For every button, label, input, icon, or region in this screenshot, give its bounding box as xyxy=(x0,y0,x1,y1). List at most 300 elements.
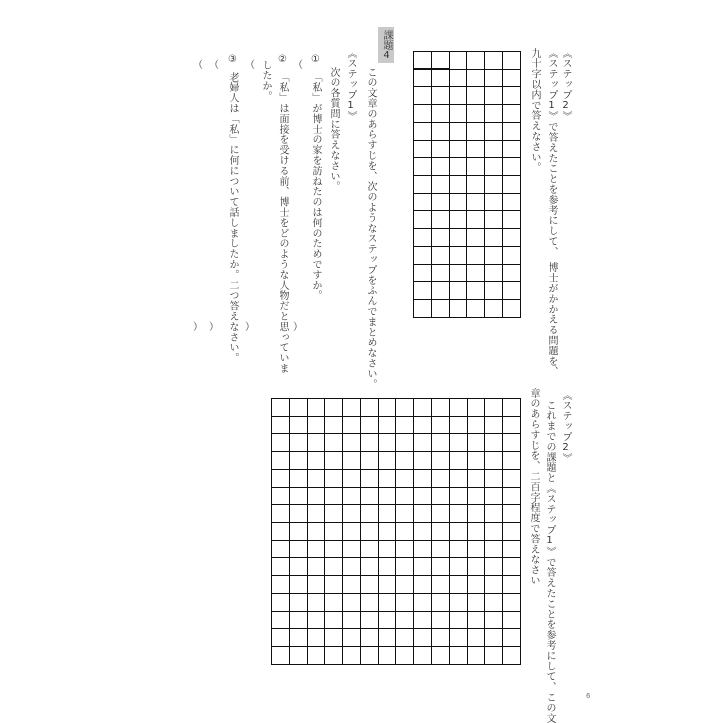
grid-cell[interactable] xyxy=(272,399,290,417)
grid-cell[interactable] xyxy=(414,593,432,611)
grid-cell[interactable] xyxy=(325,523,343,541)
grid-cell[interactable] xyxy=(431,87,449,105)
grid-cell[interactable] xyxy=(503,69,521,87)
grid-cell[interactable] xyxy=(432,469,450,487)
grid-cell[interactable] xyxy=(431,282,449,300)
grid-cell[interactable] xyxy=(396,558,414,576)
grid-cell[interactable] xyxy=(343,399,361,417)
grid-cell[interactable] xyxy=(396,452,414,470)
grid-cell[interactable] xyxy=(289,505,307,523)
grid-cell[interactable] xyxy=(431,229,449,247)
grid-cell[interactable] xyxy=(503,282,521,300)
grid-cell[interactable] xyxy=(449,505,467,523)
grid-cell[interactable] xyxy=(449,87,467,105)
grid-cell[interactable] xyxy=(378,629,396,647)
grid-cell[interactable] xyxy=(272,469,290,487)
grid-cell[interactable] xyxy=(325,576,343,594)
grid-cell[interactable] xyxy=(396,505,414,523)
grid-cell[interactable] xyxy=(449,611,467,629)
grid-cell[interactable] xyxy=(503,87,521,105)
grid-cell[interactable] xyxy=(503,523,521,541)
grid-cell[interactable] xyxy=(503,52,521,70)
question-1-answer-open[interactable]: （ xyxy=(293,60,303,71)
grid-cell[interactable] xyxy=(449,52,467,70)
grid-cell[interactable] xyxy=(414,282,432,300)
grid-cell[interactable] xyxy=(325,647,343,665)
grid-cell[interactable] xyxy=(272,505,290,523)
grid-cell[interactable] xyxy=(503,105,521,123)
grid-cell[interactable] xyxy=(414,211,432,229)
grid-cell[interactable] xyxy=(431,52,449,70)
grid-cell[interactable] xyxy=(360,469,378,487)
question-3-answer2-close[interactable]: ） xyxy=(193,322,203,333)
grid-cell[interactable] xyxy=(485,558,503,576)
grid-cell[interactable] xyxy=(485,487,503,505)
grid-cell[interactable] xyxy=(503,593,521,611)
grid-cell[interactable] xyxy=(485,647,503,665)
grid-cell[interactable] xyxy=(360,540,378,558)
question-3-answer1-open[interactable]: （ xyxy=(209,60,219,71)
grid-cell[interactable] xyxy=(485,87,503,105)
grid-cell[interactable] xyxy=(503,452,521,470)
grid-cell[interactable] xyxy=(289,558,307,576)
grid-cell[interactable] xyxy=(414,300,432,318)
grid-cell[interactable] xyxy=(467,540,485,558)
grid-cell[interactable] xyxy=(396,540,414,558)
grid-cell[interactable] xyxy=(307,505,325,523)
question-1-answer-close[interactable]: ） xyxy=(293,322,303,333)
grid-cell[interactable] xyxy=(289,576,307,594)
grid-cell[interactable] xyxy=(414,105,432,123)
grid-cell[interactable] xyxy=(449,629,467,647)
grid-cell[interactable] xyxy=(325,469,343,487)
grid-cell[interactable] xyxy=(485,246,503,264)
grid-cell[interactable] xyxy=(414,52,432,70)
grid-cell[interactable] xyxy=(325,540,343,558)
grid-cell[interactable] xyxy=(485,576,503,594)
grid-cell[interactable] xyxy=(378,540,396,558)
grid-cell[interactable] xyxy=(432,452,450,470)
grid-cell[interactable] xyxy=(414,576,432,594)
grid-cell[interactable] xyxy=(307,611,325,629)
grid-cell[interactable] xyxy=(343,523,361,541)
grid-cell[interactable] xyxy=(360,487,378,505)
grid-cell[interactable] xyxy=(307,469,325,487)
grid-cell[interactable] xyxy=(467,229,485,247)
grid-cell[interactable] xyxy=(272,452,290,470)
grid-cell[interactable] xyxy=(432,434,450,452)
grid-cell[interactable] xyxy=(432,558,450,576)
grid-cell[interactable] xyxy=(378,593,396,611)
grid-cell[interactable] xyxy=(485,158,503,176)
grid-cell[interactable] xyxy=(431,264,449,282)
grid-cell[interactable] xyxy=(325,593,343,611)
grid-cell[interactable] xyxy=(431,246,449,264)
grid-cell[interactable] xyxy=(503,122,521,140)
grid-cell[interactable] xyxy=(467,416,485,434)
grid-cell[interactable] xyxy=(289,416,307,434)
grid-cell[interactable] xyxy=(343,611,361,629)
grid-cell[interactable] xyxy=(449,193,467,211)
grid-cell[interactable] xyxy=(396,647,414,665)
grid-cell[interactable] xyxy=(272,523,290,541)
grid-cell[interactable] xyxy=(449,399,467,417)
grid-cell[interactable] xyxy=(503,176,521,194)
grid-cell[interactable] xyxy=(449,523,467,541)
lower-answer-grid[interactable] xyxy=(271,398,521,665)
grid-cell[interactable] xyxy=(485,52,503,70)
grid-cell[interactable] xyxy=(378,416,396,434)
grid-cell[interactable] xyxy=(378,647,396,665)
grid-cell[interactable] xyxy=(467,469,485,487)
grid-cell[interactable] xyxy=(449,211,467,229)
grid-cell[interactable] xyxy=(503,229,521,247)
grid-cell[interactable] xyxy=(503,505,521,523)
grid-cell[interactable] xyxy=(325,611,343,629)
grid-cell[interactable] xyxy=(396,523,414,541)
grid-cell[interactable] xyxy=(467,193,485,211)
grid-cell[interactable] xyxy=(360,629,378,647)
grid-cell[interactable] xyxy=(307,434,325,452)
grid-cell[interactable] xyxy=(485,505,503,523)
grid-cell[interactable] xyxy=(272,629,290,647)
grid-cell[interactable] xyxy=(343,416,361,434)
grid-cell[interactable] xyxy=(396,611,414,629)
grid-cell[interactable] xyxy=(378,434,396,452)
grid-cell[interactable] xyxy=(449,140,467,158)
grid-cell[interactable] xyxy=(485,434,503,452)
grid-cell[interactable] xyxy=(449,416,467,434)
grid-cell[interactable] xyxy=(414,193,432,211)
grid-cell[interactable] xyxy=(503,487,521,505)
grid-cell[interactable] xyxy=(467,105,485,123)
grid-cell[interactable] xyxy=(307,540,325,558)
grid-cell[interactable] xyxy=(414,399,432,417)
grid-cell[interactable] xyxy=(449,264,467,282)
grid-cell[interactable] xyxy=(467,593,485,611)
grid-cell[interactable] xyxy=(485,611,503,629)
grid-cell[interactable] xyxy=(431,105,449,123)
grid-cell[interactable] xyxy=(432,629,450,647)
grid-cell[interactable] xyxy=(467,122,485,140)
grid-cell[interactable] xyxy=(449,176,467,194)
grid-cell[interactable] xyxy=(414,122,432,140)
grid-cell[interactable] xyxy=(272,647,290,665)
grid-cell[interactable] xyxy=(467,452,485,470)
grid-cell[interactable] xyxy=(432,416,450,434)
grid-cell[interactable] xyxy=(503,246,521,264)
grid-cell[interactable] xyxy=(414,140,432,158)
grid-cell[interactable] xyxy=(467,246,485,264)
grid-cell[interactable] xyxy=(449,469,467,487)
grid-cell[interactable] xyxy=(414,264,432,282)
grid-cell[interactable] xyxy=(467,523,485,541)
grid-cell[interactable] xyxy=(432,523,450,541)
grid-cell[interactable] xyxy=(467,576,485,594)
grid-cell[interactable] xyxy=(503,416,521,434)
grid-cell[interactable] xyxy=(414,176,432,194)
upper-answer-grid[interactable] xyxy=(413,51,521,318)
grid-cell[interactable] xyxy=(485,69,503,87)
grid-cell[interactable] xyxy=(503,611,521,629)
grid-cell[interactable] xyxy=(485,540,503,558)
grid-cell[interactable] xyxy=(485,140,503,158)
grid-cell[interactable] xyxy=(485,122,503,140)
grid-cell[interactable] xyxy=(360,434,378,452)
grid-cell[interactable] xyxy=(467,158,485,176)
grid-cell[interactable] xyxy=(289,540,307,558)
grid-cell[interactable] xyxy=(378,469,396,487)
grid-cell[interactable] xyxy=(449,69,467,87)
grid-cell[interactable] xyxy=(289,593,307,611)
grid-cell[interactable] xyxy=(449,647,467,665)
grid-cell[interactable] xyxy=(378,558,396,576)
grid-cell[interactable] xyxy=(396,593,414,611)
grid-cell[interactable] xyxy=(467,647,485,665)
grid-cell[interactable] xyxy=(432,647,450,665)
grid-cell[interactable] xyxy=(414,487,432,505)
grid-cell[interactable] xyxy=(325,399,343,417)
grid-cell[interactable] xyxy=(503,469,521,487)
grid-cell[interactable] xyxy=(467,87,485,105)
grid-cell[interactable] xyxy=(343,452,361,470)
grid-cell[interactable] xyxy=(414,505,432,523)
grid-cell[interactable] xyxy=(396,434,414,452)
grid-cell[interactable] xyxy=(485,176,503,194)
grid-cell[interactable] xyxy=(343,629,361,647)
grid-cell[interactable] xyxy=(378,487,396,505)
grid-cell[interactable] xyxy=(431,193,449,211)
grid-cell[interactable] xyxy=(432,593,450,611)
grid-cell[interactable] xyxy=(414,416,432,434)
grid-cell[interactable] xyxy=(432,540,450,558)
grid-cell[interactable] xyxy=(485,416,503,434)
grid-cell[interactable] xyxy=(432,611,450,629)
grid-cell[interactable] xyxy=(503,647,521,665)
grid-cell[interactable] xyxy=(378,452,396,470)
grid-cell[interactable] xyxy=(307,416,325,434)
grid-cell[interactable] xyxy=(378,576,396,594)
grid-cell[interactable] xyxy=(414,229,432,247)
grid-cell[interactable] xyxy=(360,611,378,629)
question-2-answer-close[interactable]: ） xyxy=(245,322,255,333)
grid-cell[interactable] xyxy=(485,105,503,123)
grid-cell[interactable] xyxy=(360,647,378,665)
grid-cell[interactable] xyxy=(467,487,485,505)
grid-cell[interactable] xyxy=(414,523,432,541)
grid-cell[interactable] xyxy=(432,487,450,505)
grid-cell[interactable] xyxy=(467,300,485,318)
grid-cell[interactable] xyxy=(414,452,432,470)
grid-cell[interactable] xyxy=(432,505,450,523)
grid-cell[interactable] xyxy=(414,647,432,665)
grid-cell[interactable] xyxy=(503,558,521,576)
grid-cell[interactable] xyxy=(449,593,467,611)
grid-cell[interactable] xyxy=(307,523,325,541)
grid-cell[interactable] xyxy=(503,629,521,647)
grid-cell[interactable] xyxy=(414,540,432,558)
grid-cell[interactable] xyxy=(485,229,503,247)
grid-cell[interactable] xyxy=(467,558,485,576)
grid-cell[interactable] xyxy=(414,87,432,105)
grid-cell[interactable] xyxy=(325,416,343,434)
grid-cell[interactable] xyxy=(449,229,467,247)
grid-cell[interactable] xyxy=(325,487,343,505)
grid-cell[interactable] xyxy=(360,593,378,611)
grid-cell[interactable] xyxy=(343,647,361,665)
grid-cell[interactable] xyxy=(325,434,343,452)
grid-cell[interactable] xyxy=(272,611,290,629)
grid-cell[interactable] xyxy=(360,523,378,541)
grid-cell[interactable] xyxy=(449,122,467,140)
grid-cell[interactable] xyxy=(449,558,467,576)
grid-cell[interactable] xyxy=(432,399,450,417)
grid-cell[interactable] xyxy=(467,399,485,417)
question-3-answer2-open[interactable]: （ xyxy=(193,60,203,71)
grid-cell[interactable] xyxy=(485,452,503,470)
grid-cell[interactable] xyxy=(325,505,343,523)
grid-cell[interactable] xyxy=(360,558,378,576)
grid-cell[interactable] xyxy=(289,452,307,470)
grid-cell[interactable] xyxy=(485,193,503,211)
question-2-answer-open[interactable]: （ xyxy=(245,60,255,71)
grid-cell[interactable] xyxy=(503,434,521,452)
grid-cell[interactable] xyxy=(431,140,449,158)
grid-cell[interactable] xyxy=(414,611,432,629)
grid-cell[interactable] xyxy=(289,487,307,505)
grid-cell[interactable] xyxy=(272,558,290,576)
grid-cell[interactable] xyxy=(360,416,378,434)
grid-cell[interactable] xyxy=(467,434,485,452)
grid-cell[interactable] xyxy=(289,611,307,629)
grid-cell[interactable] xyxy=(414,69,432,87)
grid-cell[interactable] xyxy=(396,487,414,505)
grid-cell[interactable] xyxy=(449,158,467,176)
grid-cell[interactable] xyxy=(485,211,503,229)
grid-cell[interactable] xyxy=(396,399,414,417)
grid-cell[interactable] xyxy=(449,540,467,558)
grid-cell[interactable] xyxy=(289,399,307,417)
grid-cell[interactable] xyxy=(307,558,325,576)
grid-cell[interactable] xyxy=(485,399,503,417)
grid-cell[interactable] xyxy=(325,629,343,647)
grid-cell[interactable] xyxy=(414,434,432,452)
grid-cell[interactable] xyxy=(343,505,361,523)
grid-cell[interactable] xyxy=(272,487,290,505)
grid-cell[interactable] xyxy=(343,469,361,487)
grid-cell[interactable] xyxy=(307,629,325,647)
grid-cell[interactable] xyxy=(360,399,378,417)
grid-cell[interactable] xyxy=(449,452,467,470)
grid-cell[interactable] xyxy=(343,434,361,452)
grid-cell[interactable] xyxy=(449,282,467,300)
grid-cell[interactable] xyxy=(485,282,503,300)
grid-cell[interactable] xyxy=(467,264,485,282)
grid-cell[interactable] xyxy=(503,264,521,282)
grid-cell[interactable] xyxy=(396,576,414,594)
grid-cell[interactable] xyxy=(503,300,521,318)
grid-cell[interactable] xyxy=(431,176,449,194)
grid-cell[interactable] xyxy=(503,193,521,211)
grid-cell[interactable] xyxy=(272,540,290,558)
grid-cell[interactable] xyxy=(485,629,503,647)
grid-cell[interactable] xyxy=(503,540,521,558)
grid-cell[interactable] xyxy=(467,611,485,629)
grid-cell[interactable] xyxy=(343,558,361,576)
grid-cell[interactable] xyxy=(272,593,290,611)
grid-cell[interactable] xyxy=(503,399,521,417)
grid-cell[interactable] xyxy=(343,540,361,558)
grid-cell[interactable] xyxy=(289,647,307,665)
grid-cell[interactable] xyxy=(414,246,432,264)
grid-cell[interactable] xyxy=(431,122,449,140)
grid-cell[interactable] xyxy=(449,105,467,123)
grid-cell[interactable] xyxy=(467,69,485,87)
grid-cell[interactable] xyxy=(343,487,361,505)
grid-cell[interactable] xyxy=(343,576,361,594)
grid-cell[interactable] xyxy=(503,576,521,594)
question-3-answer1-close[interactable]: ） xyxy=(209,322,219,333)
grid-cell[interactable] xyxy=(485,264,503,282)
grid-cell[interactable] xyxy=(325,452,343,470)
grid-cell[interactable] xyxy=(431,211,449,229)
grid-cell[interactable] xyxy=(272,576,290,594)
grid-cell[interactable] xyxy=(289,523,307,541)
grid-cell[interactable] xyxy=(431,69,449,87)
grid-cell[interactable] xyxy=(378,505,396,523)
grid-cell[interactable] xyxy=(272,434,290,452)
grid-cell[interactable] xyxy=(360,452,378,470)
grid-cell[interactable] xyxy=(485,523,503,541)
grid-cell[interactable] xyxy=(360,505,378,523)
grid-cell[interactable] xyxy=(343,593,361,611)
grid-cell[interactable] xyxy=(485,593,503,611)
grid-cell[interactable] xyxy=(307,647,325,665)
grid-cell[interactable] xyxy=(414,158,432,176)
grid-cell[interactable] xyxy=(325,558,343,576)
grid-cell[interactable] xyxy=(503,158,521,176)
grid-cell[interactable] xyxy=(485,300,503,318)
grid-cell[interactable] xyxy=(431,158,449,176)
grid-cell[interactable] xyxy=(307,576,325,594)
grid-cell[interactable] xyxy=(449,300,467,318)
grid-cell[interactable] xyxy=(449,487,467,505)
grid-cell[interactable] xyxy=(396,469,414,487)
grid-cell[interactable] xyxy=(485,469,503,487)
grid-cell[interactable] xyxy=(378,523,396,541)
grid-cell[interactable] xyxy=(307,399,325,417)
grid-cell[interactable] xyxy=(307,487,325,505)
grid-cell[interactable] xyxy=(503,140,521,158)
grid-cell[interactable] xyxy=(360,576,378,594)
grid-cell[interactable] xyxy=(467,282,485,300)
grid-cell[interactable] xyxy=(467,211,485,229)
grid-cell[interactable] xyxy=(307,593,325,611)
grid-cell[interactable] xyxy=(378,399,396,417)
grid-cell[interactable] xyxy=(289,469,307,487)
grid-cell[interactable] xyxy=(467,176,485,194)
grid-cell[interactable] xyxy=(467,505,485,523)
grid-cell[interactable] xyxy=(272,416,290,434)
grid-cell[interactable] xyxy=(432,576,450,594)
grid-cell[interactable] xyxy=(378,611,396,629)
grid-cell[interactable] xyxy=(414,469,432,487)
grid-cell[interactable] xyxy=(307,452,325,470)
grid-cell[interactable] xyxy=(449,576,467,594)
grid-cell[interactable] xyxy=(467,52,485,70)
grid-cell[interactable] xyxy=(414,558,432,576)
grid-cell[interactable] xyxy=(414,629,432,647)
